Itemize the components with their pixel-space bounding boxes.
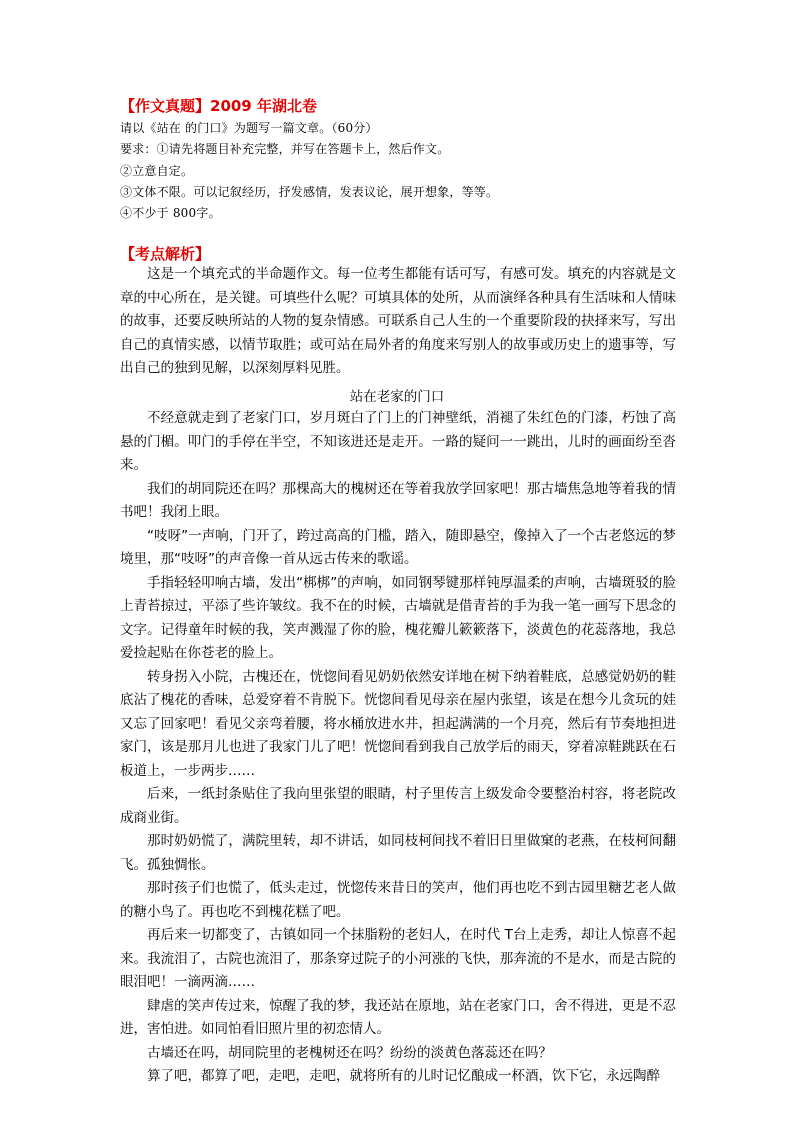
essay-title: 站在老家的门口 <box>349 389 445 405</box>
essay-body <box>120 407 676 1089</box>
essay-paragraph: 算了吧，都算了吧，走吧，走吧，就将所有的儿时记忆酿成一杯酒，饮下它，永远陶醉 <box>147 1068 660 1084</box>
essay-paragraph: 手指轻轻叩响古墙，发出“梆梆”的声响，如同钢琴键那样钝厚温柔的声响，古墙斑驳的脸上青苔掠过，平添了些许皱纹。我不在的时候，古墙就是借青苔的手为我一笔一画写下思念的文字。记得童年时候的我，笑声溅湿了你的脸，槐花瓣儿簌簌落下，淡黄色的花蕊落地，我总爱捡起贴在你苍老的脸上。 <box>120 574 676 661</box>
essay-paragraph: 再后来一切都变了，古镇如同一个抹脂粉的老妇人，在时代 T台上走秀，却让人惊喜不起来。我流泪了，古院也流泪了，那条穿过院子的小河涨的飞快，那奔流的不是水，而是古院的眼泪吧！一滴两滴…… <box>120 927 676 990</box>
essay-paragraph: 转身拐入小院，古槐还在，恍惚间看见奶奶依然安详地在树下纳着鞋底，总感觉奶奶的鞋底沾了槐花的香味，总爱穿着不肯脱下。恍惚间看见母亲在屋内张望，该是在想今儿贪玩的娃又忘了回家吧！看见父亲弯着腰，将水桶放进水井，担起满满的一个月亮，然后有节奏地担进家门，该是那月儿也进了我家门儿了吧！恍惚间看到我自己放学后的雨天，穿着凉鞋跳跃在石板道上，一步两步…… <box>120 668 676 779</box>
essay-paragraph: 不经意就走到了老家门口，岁月斑白了门上的门神壁纸，消褪了朱红色的门漆，朽蚀了高悬的门楣。叩门的手停在半空，不知该进还是走开。一路的疑问一一跳出，儿时的画面纷至沓来。 <box>120 410 676 473</box>
exam-heading: 【作文真题】2009 年湖北卷 <box>120 97 317 115</box>
requirement-4: ④不少于 800字。 <box>120 206 221 220</box>
essay-paragraph: 肆虐的笑声传过来，惊醒了我的梦，我还站在原地，站在老家门口，舍不得进，更是不忍进，害怕进。如同怕看旧照片里的初恋情人。 <box>120 997 676 1037</box>
analysis-heading: 【考点解析】 <box>120 245 211 263</box>
essay-paragraph: 那时奶奶慌了，满院里转，却不讲话，如同枝柯间找不着旧日里做窠的老燕，在枝柯间翻飞。孤独惆怅。 <box>120 833 676 873</box>
exam-prompt: 请以《站在 的门口》为题写一篇文章。（60分） <box>120 121 378 135</box>
analysis-paragraph: 这是一个填充式的半命题作文。每一位考生都能有话可写，有感可发。填充的内容就是文章的中心所在，是关键。可填些什么呢？可填具体的处所，从而演绎各种具有生活味和人情味的故事，还要反映所站的人物的复杂情感。可联系自己人生的一个重要阶段的抉择来写，写出自己的真情实感，以情节取胜；或可站在局外者的角度来写别人的故事或历史上的遗事等，写出自己的独到见解，以深刻厚料见胜。 <box>120 266 676 376</box>
requirement-3: ③文体不限。可以记叙经历，抒发感情，发表议论，展开想象，等等。 <box>120 185 499 199</box>
essay-paragraph: “吱呀”一声响，门开了，跨过高高的门槛，踏入，随即悬空，像掉入了一个古老悠远的梦境里，那“吱呀”的声音像一首从远古传来的歌谣。 <box>120 527 676 567</box>
requirement-1: 要求：①请先将题目补充完整，并写在答题卡上，然后作文。 <box>120 142 450 156</box>
essay-paragraph: 那时孩子们也慌了，低头走过，恍惚传来昔日的笑声，他们再也吃不到古园里糖艺老人做的糖小鸟了。再也吃不到槐花糕了吧。 <box>120 880 676 920</box>
essay-paragraph: 后来，一纸封条贴住了我向里张望的眼睛，村子里传言上级发命令要整治村容，将老院改成商业街。 <box>120 786 676 826</box>
essay-paragraph: 我们的胡同院还在吗？那棵高大的槐树还在等着我放学回家吧！那古墙焦急地等着我的情书吧！我闭上眼。 <box>120 480 676 520</box>
essay-paragraph: 古墙还在吗，胡同院里的老槐树还在吗？纷纷的淡黄色落蕊还在吗？ <box>147 1044 552 1061</box>
requirement-2: ②立意自定。 <box>120 164 194 178</box>
